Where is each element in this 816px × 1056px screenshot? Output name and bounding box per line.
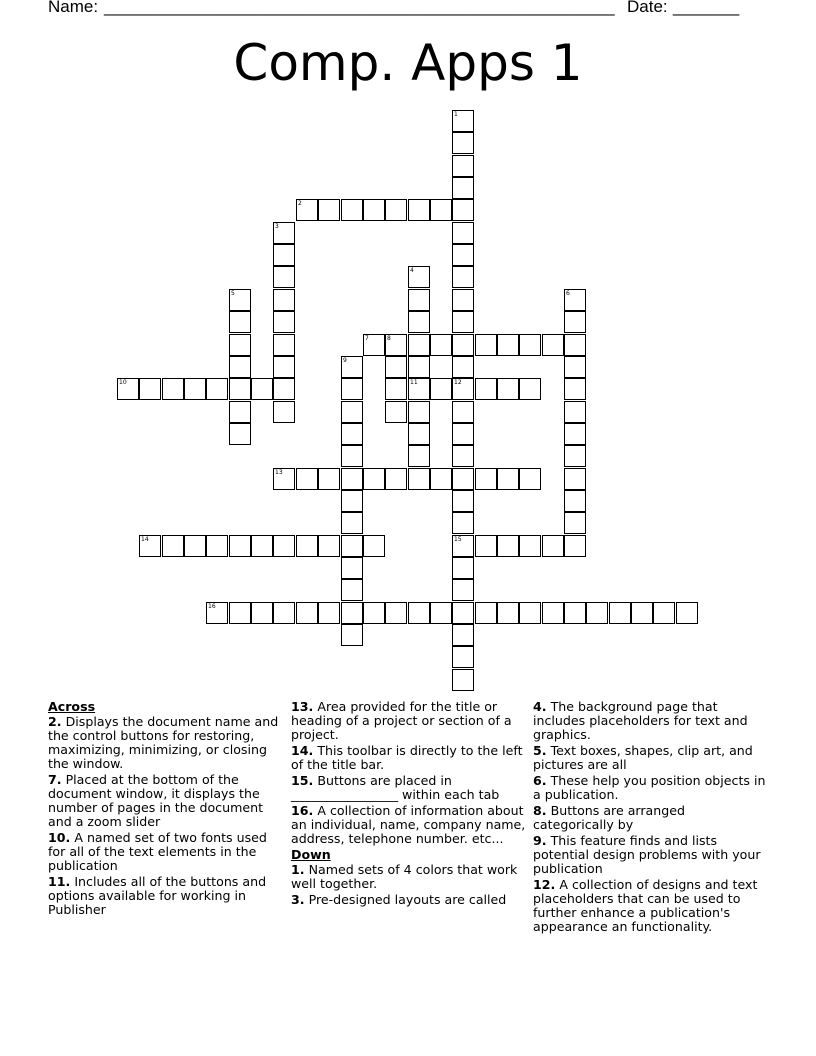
crossword-cell[interactable] <box>452 579 474 601</box>
crossword-cell[interactable] <box>452 557 474 579</box>
crossword-cell[interactable] <box>184 378 206 400</box>
crossword-cell[interactable] <box>408 266 430 288</box>
cell-number: 15 <box>454 536 462 543</box>
cell-number: 6 <box>566 290 570 297</box>
across-heading: Across <box>48 699 96 714</box>
crossword-cell[interactable] <box>139 535 161 557</box>
crossword-cell[interactable] <box>296 535 318 557</box>
crossword-cell[interactable] <box>452 669 474 691</box>
date-label: Date: <box>627 0 668 16</box>
crossword-cell[interactable] <box>653 602 675 624</box>
crossword-cell[interactable] <box>564 311 586 333</box>
crossword-cell[interactable] <box>273 244 295 266</box>
crossword-cell[interactable] <box>251 535 273 557</box>
cell-number: 16 <box>208 603 216 610</box>
crossword-cell[interactable] <box>341 468 363 490</box>
crossword-cell[interactable] <box>341 490 363 512</box>
crossword-cell[interactable] <box>206 602 228 624</box>
crossword-cell[interactable] <box>452 177 474 199</box>
cell-number: 4 <box>410 267 414 274</box>
crossword-cell[interactable] <box>452 535 474 557</box>
crossword-cell[interactable] <box>385 378 407 400</box>
page-title: Comp. Apps 1 <box>233 34 583 92</box>
crossword-cell[interactable] <box>296 602 318 624</box>
crossword-cell[interactable] <box>564 378 586 400</box>
crossword-cell[interactable] <box>363 535 385 557</box>
crossword-cell[interactable] <box>408 289 430 311</box>
cell-number: 13 <box>275 469 283 476</box>
clues-column-1 <box>48 700 284 919</box>
crossword-cell[interactable] <box>430 199 452 221</box>
crossword-cell[interactable] <box>564 445 586 467</box>
crossword-cell[interactable] <box>475 378 497 400</box>
clue-down-1: 1. Named sets of 4 colors that work well together. <box>291 862 518 891</box>
crossword-cell[interactable] <box>162 378 184 400</box>
crossword-cell[interactable] <box>341 512 363 534</box>
crossword-cell[interactable] <box>363 199 385 221</box>
crossword-cell[interactable] <box>341 624 363 646</box>
crossword-cell[interactable] <box>408 199 430 221</box>
crossword-cell[interactable] <box>385 356 407 378</box>
crossword-cell[interactable] <box>251 378 273 400</box>
crossword-cell[interactable] <box>519 602 541 624</box>
crossword-cell[interactable] <box>408 311 430 333</box>
crossword-cell[interactable] <box>452 132 474 154</box>
crossword-cell[interactable] <box>229 356 251 378</box>
crossword-cell[interactable] <box>273 378 295 400</box>
crossword-cell[interactable] <box>497 378 519 400</box>
crossword-cell[interactable] <box>408 401 430 423</box>
crossword-cell[interactable] <box>296 468 318 490</box>
crossword-cell[interactable] <box>452 445 474 467</box>
crossword-cell[interactable] <box>363 602 385 624</box>
crossword-cell[interactable] <box>363 334 385 356</box>
cell-number: 14 <box>141 536 149 543</box>
crossword-cell[interactable] <box>452 311 474 333</box>
crossword-cell[interactable] <box>318 535 340 557</box>
cell-number: 11 <box>410 379 418 386</box>
crossword-cell[interactable] <box>162 535 184 557</box>
crossword-cell[interactable] <box>564 423 586 445</box>
crossword-cell[interactable] <box>229 334 251 356</box>
crossword-cell[interactable] <box>341 445 363 467</box>
crossword-cell[interactable] <box>273 222 295 244</box>
crossword-cell[interactable] <box>385 334 407 356</box>
crossword-cell[interactable] <box>631 602 653 624</box>
crossword-cell[interactable] <box>341 401 363 423</box>
crossword-cell[interactable] <box>564 334 586 356</box>
crossword-cell[interactable] <box>452 401 474 423</box>
crossword-cell[interactable] <box>318 468 340 490</box>
crossword-cell[interactable] <box>497 535 519 557</box>
crossword-cell[interactable] <box>475 535 497 557</box>
crossword-cell[interactable] <box>564 535 586 557</box>
crossword-cell[interactable] <box>341 557 363 579</box>
name-label: Name: <box>48 0 99 16</box>
crossword-cell[interactable] <box>408 445 430 467</box>
crossword-cell[interactable] <box>363 468 385 490</box>
crossword-cell[interactable] <box>273 311 295 333</box>
crossword-cell[interactable] <box>273 356 295 378</box>
cell-number: 12 <box>454 379 462 386</box>
cell-number: 10 <box>119 379 127 386</box>
clue-across-14: 14. This toolbar is directly to the left of the title bar. <box>291 743 523 772</box>
crossword-cell[interactable] <box>542 602 564 624</box>
crossword-cell[interactable] <box>542 535 564 557</box>
crossword-cell[interactable] <box>251 602 273 624</box>
crossword-cell[interactable] <box>408 334 430 356</box>
crossword-cell[interactable] <box>452 602 474 624</box>
crossword-cell[interactable] <box>519 468 541 490</box>
crossword-cell[interactable] <box>117 378 139 400</box>
crossword-cell[interactable] <box>452 490 474 512</box>
crossword-cell[interactable] <box>430 378 452 400</box>
crossword-cell[interactable] <box>475 602 497 624</box>
crossword-cell[interactable] <box>497 602 519 624</box>
crossword-cell[interactable] <box>341 378 363 400</box>
crossword-cell[interactable] <box>273 266 295 288</box>
crossword-cell[interactable] <box>341 356 363 378</box>
clues-column-2 <box>291 700 527 909</box>
clue-down-9: 9. This feature finds and lists potential design problems with your publication <box>533 833 761 876</box>
crossword-cell[interactable] <box>452 624 474 646</box>
crossword-cell[interactable] <box>452 222 474 244</box>
crossword-cell[interactable] <box>273 468 295 490</box>
crossword-cell[interactable] <box>206 378 228 400</box>
clues-column-3 <box>533 700 769 936</box>
crossword-cell[interactable] <box>385 468 407 490</box>
crossword-cell[interactable] <box>564 602 586 624</box>
crossword-cell[interactable] <box>452 155 474 177</box>
crossword-cell[interactable] <box>229 535 251 557</box>
crossword-cell[interactable] <box>564 512 586 534</box>
crossword-cell[interactable] <box>341 579 363 601</box>
cell-number: 5 <box>231 290 235 297</box>
crossword-cell[interactable] <box>497 334 519 356</box>
crossword-cell[interactable] <box>229 401 251 423</box>
clue-across-2: 2. Displays the document name and the control buttons for restoring, maximizing, minimizing, or closing the window. <box>48 714 279 771</box>
cell-number: 8 <box>387 335 391 342</box>
clue-across-15: 15. Buttons are placed in _________________ within each tab <box>291 773 500 802</box>
crossword-cell[interactable] <box>452 334 474 356</box>
clue-down-4: 4. The background page that includes placeholders for text and graphics. <box>533 699 748 742</box>
crossword-cell[interactable] <box>229 289 251 311</box>
crossword-cell[interactable] <box>273 401 295 423</box>
crossword-cell[interactable] <box>452 423 474 445</box>
crossword-cell[interactable] <box>452 289 474 311</box>
crossword-cell[interactable] <box>452 244 474 266</box>
crossword-cell[interactable] <box>385 199 407 221</box>
crossword-cell[interactable] <box>273 602 295 624</box>
cell-number: 7 <box>365 335 369 342</box>
crossword-cell[interactable] <box>519 378 541 400</box>
crossword-cell[interactable] <box>452 646 474 668</box>
cell-number: 1 <box>454 111 458 118</box>
crossword-cell[interactable] <box>229 423 251 445</box>
crossword-cell[interactable] <box>184 535 206 557</box>
crossword-cell[interactable] <box>273 289 295 311</box>
crossword-cell[interactable] <box>273 535 295 557</box>
cell-number: 2 <box>298 200 302 207</box>
crossword-cell[interactable] <box>564 356 586 378</box>
crossword-cell[interactable] <box>676 602 698 624</box>
crossword-cell[interactable] <box>229 378 251 400</box>
crossword-cell[interactable] <box>564 490 586 512</box>
crossword-cell[interactable] <box>229 311 251 333</box>
crossword-cell[interactable] <box>430 602 452 624</box>
crossword-cell[interactable] <box>430 468 452 490</box>
crossword-cell[interactable] <box>497 468 519 490</box>
clue-across-13: 13. Area provided for the title or heading of a project or section of a project. <box>291 699 512 742</box>
crossword-cell[interactable] <box>385 401 407 423</box>
clue-down-8: 8. Buttons are arranged categorically by <box>533 803 685 832</box>
crossword-cell[interactable] <box>273 334 295 356</box>
crossword-cell[interactable] <box>296 199 318 221</box>
clue-across-16: 16. A collection of information about an individual, name, company name, address, telephone number. etc... <box>291 803 526 846</box>
crossword-cell[interactable] <box>452 266 474 288</box>
crossword-cell[interactable] <box>341 423 363 445</box>
clue-across-11: 11. Includes all of the buttons and options available for working in Publisher <box>48 874 267 917</box>
crossword-cell[interactable] <box>564 401 586 423</box>
crossword-cell[interactable] <box>318 199 340 221</box>
crossword-cell[interactable] <box>452 110 474 132</box>
name-line[interactable]: ______________________________________________________ <box>104 0 615 16</box>
crossword-cell[interactable] <box>341 199 363 221</box>
crossword-cell[interactable] <box>542 334 564 356</box>
crossword-cell[interactable] <box>586 602 608 624</box>
clue-down-12: 12. A collection of designs and text placeholders that can be used to further enhance a publication's appearance an functionality. <box>533 877 758 934</box>
crossword-cell[interactable] <box>318 602 340 624</box>
clue-down-3: 3. Pre-designed layouts are called <box>291 892 507 907</box>
crossword-cell[interactable] <box>452 199 474 221</box>
crossword-cell[interactable] <box>408 423 430 445</box>
cell-number: 9 <box>343 357 347 364</box>
date-line[interactable]: _______ <box>673 0 740 16</box>
crossword-cell[interactable] <box>564 289 586 311</box>
crossword-cell[interactable] <box>564 468 586 490</box>
down-heading: Down <box>291 847 331 862</box>
crossword-cell[interactable] <box>408 468 430 490</box>
crossword-cell[interactable] <box>452 512 474 534</box>
crossword-cell[interactable] <box>452 378 474 400</box>
crossword-cell[interactable] <box>519 535 541 557</box>
crossword-cell[interactable] <box>475 334 497 356</box>
crossword-cell[interactable] <box>452 356 474 378</box>
crossword-cell[interactable] <box>385 602 407 624</box>
crossword-cell[interactable] <box>341 602 363 624</box>
crossword-cell[interactable] <box>206 535 228 557</box>
crossword-cell[interactable] <box>341 535 363 557</box>
crossword-cell[interactable] <box>519 334 541 356</box>
clue-across-10: 10. A named set of two fonts used for all of the text elements in the publication <box>48 830 267 873</box>
crossword-cell[interactable] <box>408 602 430 624</box>
crossword-cell[interactable] <box>475 468 497 490</box>
crossword-cell[interactable] <box>408 378 430 400</box>
crossword-cell[interactable] <box>229 602 251 624</box>
crossword-cell[interactable] <box>430 334 452 356</box>
crossword-cell[interactable] <box>609 602 631 624</box>
cell-number: 3 <box>275 223 279 230</box>
crossword-cell[interactable] <box>139 378 161 400</box>
crossword-cell[interactable] <box>452 468 474 490</box>
crossword-cell[interactable] <box>408 356 430 378</box>
clue-down-6: 6. These help you position objects in a publication. <box>533 773 766 802</box>
clue-across-7: 7. Placed at the bottom of the document window, it displays the number of pages in the document and a zoom slider <box>48 772 264 829</box>
clue-down-5: 5. Text boxes, shapes, clip art, and pictures are all <box>533 743 753 772</box>
